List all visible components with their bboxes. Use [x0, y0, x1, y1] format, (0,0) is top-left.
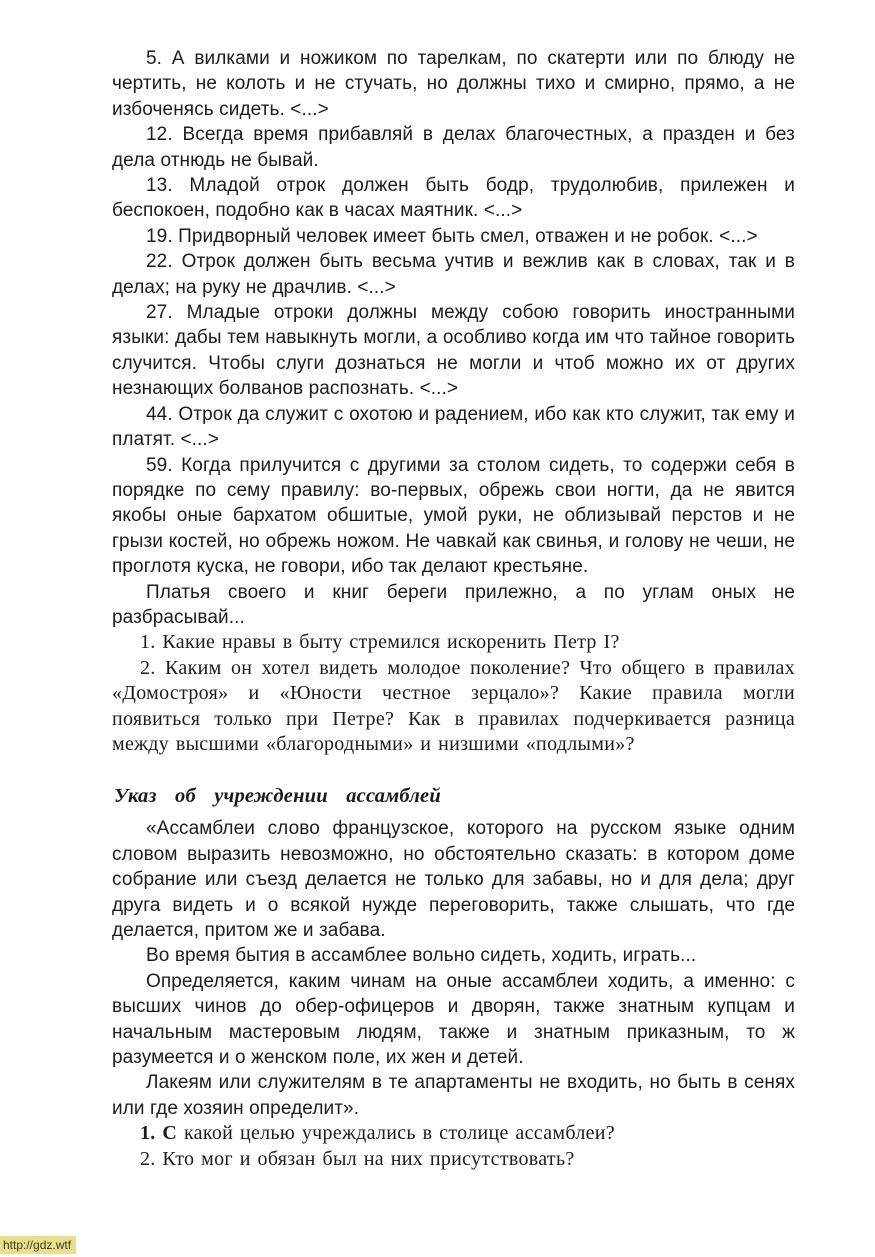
page-text-column — [112, 46, 795, 1172]
rule-paragraph-13: 13. Младой отрок должен быть бодр, трудолюбив, прилежен и беспокоен, подобно как в часах маятник. <...> — [112, 175, 795, 222]
decree-paragraph-4: Лакеям или служителям в те апартаменты не входить, но быть в сенях или где хозяин определит». — [112, 1072, 795, 1119]
decree-question-2-text: 2. Кто мог и обязан был на них присутствовать? — [140, 1147, 575, 1170]
gdz-watermark: http://gdz.wtf — [0, 1236, 76, 1254]
decree-paragraph-3: Определяется, каким чинам на оные ассамблеи ходить, а именно: с высших чинов до обер-офицеров и дворян, также знатным купцам и начальным мастеровым людям, также и знатным приказным, то ж разумеется и о женском поле, их жен и детей. — [112, 970, 795, 1069]
rule-paragraph-22: 22. Отрок должен быть весьма учтив и вежлив как в словах, так и в делах; на руку не драчлив. <...> — [112, 251, 795, 298]
rule-paragraph-27: 27. Младые отроки должны между собою говорить иностранными языки: дабы тем навыкнуть могли, а особливо когда им что тайное говорить случится. Чтобы слуги дознаться не могли и чтоб можно их от других незнающих болванов распознать. <...> — [112, 302, 795, 400]
rule-paragraph-19: 19. Придворный человек имеет быть смел, отважен и не робок. <...> — [146, 225, 758, 247]
decree-paragraph-1: «Ассамблеи слово французское, которого на русском языке одним словом выразить невозможно, но обстоятельно сказать: в котором доме собрание или съезд делается не только для забавы, но и для дела; друг друга видеть и о всякой нужде переговорить, также слышать, что где делается, притом же и забава. — [112, 818, 795, 941]
decree-question-1-text: какой целью учреждались в столице ассамблеи? — [177, 1122, 615, 1145]
rule-paragraph-44: 44. Отрок да служит с охотою и радением, ибо как кто служит, так ему и платят. <...> — [112, 403, 795, 451]
mirror-question-2: 2. Каким он хотел видеть молодое поколение? Что общего в правилах «Домостроя» и «Юности честное зерцало»? Какие правила могли появиться только при Петре? Как в правилах подчеркивается разница между высшими «благородными» и низшими «подлыми»? — [112, 656, 795, 755]
decree-heading: Указ об учреждении ассамблей — [114, 785, 441, 808]
decree-paragraph-2: Во время бытия в ассамблее вольно сидеть, ходить, играть... — [146, 945, 697, 967]
mirror-question-1: 1. Какие нравы в быту стремился искоренить Петр I? — [140, 631, 620, 654]
rule-paragraph-59: 59. Когда прилучится с другими за столом сидеть, то содержи себя в порядке по сему правилу: во-первых, обрежь свои ногти, да не явится якобы оные бархатом обшитые, умой руки, не облизывай перстов и не грызи костей, но обрежь ножом. Не чавкай как свинья, и голову не чеши, не проглотя куска, не говори, ибо так делают крестьяне. — [112, 454, 795, 578]
rule-paragraph-5: 5. А вилками и ножиком по тарелкам, по скатерти или по блюду не чертить, не колоть и не стучать, но должны тихо и смирно, прямо, а не избоченясь сидеть. <...> — [112, 48, 795, 120]
decree-question-1 — [112, 1121, 795, 1146]
decree-question-2 — [112, 1147, 795, 1172]
decree-question-1-bold-prefix: 1. С — [140, 1122, 178, 1145]
rule-paragraph-clothes: Платья своего и книг береги прилежно, а по углам оных не разбрасывай... — [112, 581, 795, 628]
rule-paragraph-12: 12. Всегда время прибавляй в делах благочестных, а празден и без дела отнюдь не бывай. — [112, 124, 795, 171]
